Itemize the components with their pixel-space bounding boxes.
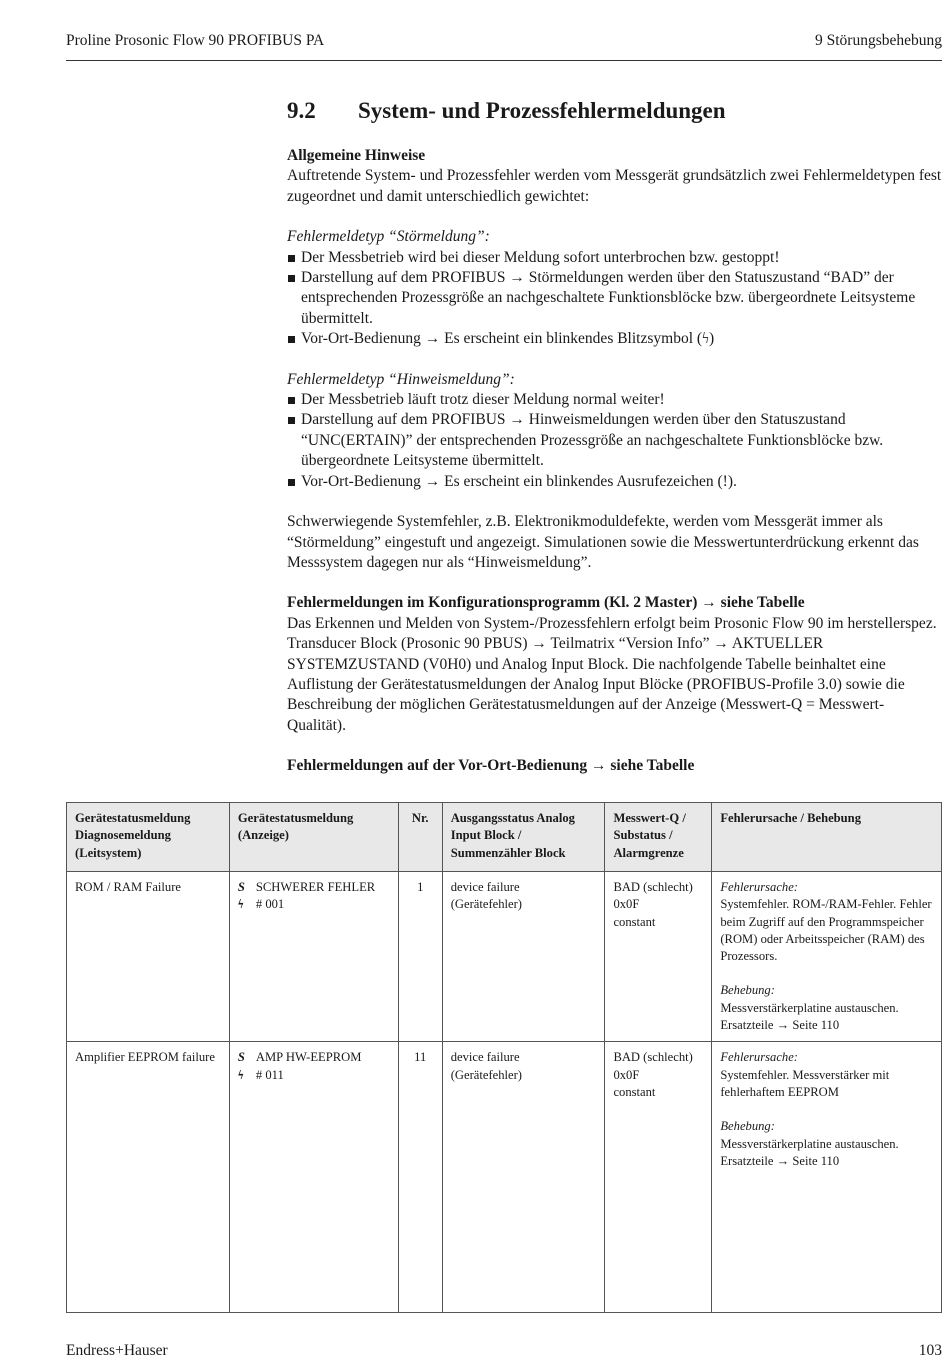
cell-cause: Fehlerursache: Systemfehler. Messverstärker mit fehlerhaftem EEPROM Behebung: Messverstärkerplatine austauschen. Ersatzteile → Seite 110 xyxy=(712,1042,942,1313)
list-item: Vor-Ort-Bedienung → Es erscheint ein blinkendes Ausrufezeichen (!). xyxy=(287,472,943,492)
cell-diagnosis: Amplifier EEPROM failure xyxy=(67,1042,230,1313)
type1-list xyxy=(287,248,943,350)
section-number: 9.2 xyxy=(287,98,316,123)
cell-output-status: device failure (Gerätefehler) xyxy=(442,872,605,1042)
cell-display: S SCHWERER FEHLER ϟ # 001 xyxy=(229,872,398,1042)
local-heading: Fehlermeldungen auf der Vor-Ort-Bedienung → siehe Tabelle xyxy=(287,757,695,775)
footer-publisher: Endress+Hauser xyxy=(66,1342,168,1359)
cell-nr: 1 xyxy=(398,872,442,1042)
col-header-quality: Messwert-Q / Substatus / Alarmgrenze xyxy=(605,803,712,872)
type2-list xyxy=(287,390,943,492)
error-table xyxy=(66,802,942,1313)
table-row xyxy=(67,1042,942,1313)
list-item: Darstellung auf dem PROFIBUS → Störmeldungen werden über den Statuszustand “BAD” der entsprechenden Prozessgröße an nachgeschaltete Funktionsblöcke bzw. übergeordnete Leitsysteme übermittelt. xyxy=(287,268,943,329)
col-header-cause: Fehlerursache / Behebung xyxy=(712,803,942,872)
cell-quality: BAD (schlecht) 0x0F constant xyxy=(605,872,712,1042)
general-heading: Allgemeine Hinweise xyxy=(287,147,426,164)
lightning-icon: ϟ xyxy=(237,1067,244,1082)
header-rule xyxy=(66,60,942,61)
cell-quality: BAD (schlecht) 0x0F constant xyxy=(605,1042,712,1313)
table-header-row xyxy=(67,803,942,872)
cell-nr: 11 xyxy=(398,1042,442,1313)
col-header-diagnosis: Gerätestatusmeldung Diagnosemeldung (Leitsystem) xyxy=(67,803,230,872)
cell-output-status: device failure (Gerätefehler) xyxy=(442,1042,605,1313)
table-row xyxy=(67,872,942,1042)
general-intro: Auftretende System- und Prozessfehler werden vom Messgerät grundsätzlich zwei Fehlermeldetypen fest zugeordnet und damit unterschiedlich gewichtet: xyxy=(287,167,942,205)
type2-title: Fehlermeldetyp “Hinweismeldung”: xyxy=(287,370,515,388)
list-item: Der Messbetrieb läuft trotz dieser Meldung normal weiter! xyxy=(287,390,943,410)
main-content xyxy=(287,96,943,777)
cell-display: S AMP HW-EEPROM ϟ # 011 xyxy=(229,1042,398,1313)
running-header-chapter: 9 Störungsbehebung xyxy=(814,32,942,49)
config-heading: Fehlermeldungen im Konfigurationsprogramm (Kl. 2 Master) → siehe Tabelle xyxy=(287,594,805,612)
section-title-text: System- und Prozessfehlermeldungen xyxy=(358,98,726,123)
cell-cause: Fehlerursache: Systemfehler. ROM-/RAM-Fehler. Fehler beim Zugriff auf den Programmspeicher (ROM) oder Arbeitsspeicher (RAM) des Prozessors. Behebung: Messverstärkerplatine austauschen. Ersatzteile → Seite 110 xyxy=(712,872,942,1042)
list-item: Vor-Ort-Bedienung → Es erscheint ein blinkendes Blitzsymbol (ϟ) xyxy=(287,329,943,349)
severe-paragraph: Schwerwiegende Systemfehler, z.B. Elektronikmoduldefekte, werden vom Messgerät immer als “Störmeldung” eingestuft und angezeigt. Simulationen sowie die Messwertunterdrückung erkennt das Messsystem dagegen nur als “Hinweismeldung”. xyxy=(287,513,919,571)
lightning-icon: ϟ xyxy=(237,897,244,912)
col-header-nr: Nr. xyxy=(398,803,442,872)
list-item: Der Messbetrieb wird bei dieser Meldung sofort unterbrochen bzw. gestoppt! xyxy=(287,248,943,268)
running-header-title: Proline Prosonic Flow 90 PROFIBUS PA xyxy=(66,32,325,49)
col-header-display: Gerätestatusmeldung (Anzeige) xyxy=(229,803,398,872)
list-item: Darstellung auf dem PROFIBUS → Hinweismeldungen werden über den Statuszustand “UNC(ERTAIN)” der entsprechenden Prozessgröße an nachgeschaltete Funktionsblöcke bzw. übergeordnete Leitsysteme übermittelt. xyxy=(287,410,943,471)
cell-diagnosis: ROM / RAM Failure xyxy=(67,872,230,1042)
page-number: 103 xyxy=(918,1342,942,1359)
col-header-output-status: Ausgangsstatus Analog Input Block / Summenzähler Block xyxy=(442,803,605,872)
type1-title: Fehlermeldetyp “Störmeldung”: xyxy=(287,228,490,246)
section-title xyxy=(287,96,943,126)
config-paragraph: Das Erkennen und Melden von System-/Prozessfehlern erfolgt beim Prosonic Flow 90 im herstellerspez. Transducer Block (Prosonic 90 PBUS) → Teilmatrix “Version Info” → AKTUELLER SYSTEMZUSTAND (V0H0) und Analog Input Block. Die nachfolgende Tabelle beinhaltet eine Auflistung der Gerätestatusmeldungen der Analog Input Blöcke (PROFIBUS-Profile 3.0) sowie die Beschreibung der möglichen Gerätestatusmeldungen auf der Anzeige (Messwert-Q = Messwert-Qualität). xyxy=(287,614,937,734)
